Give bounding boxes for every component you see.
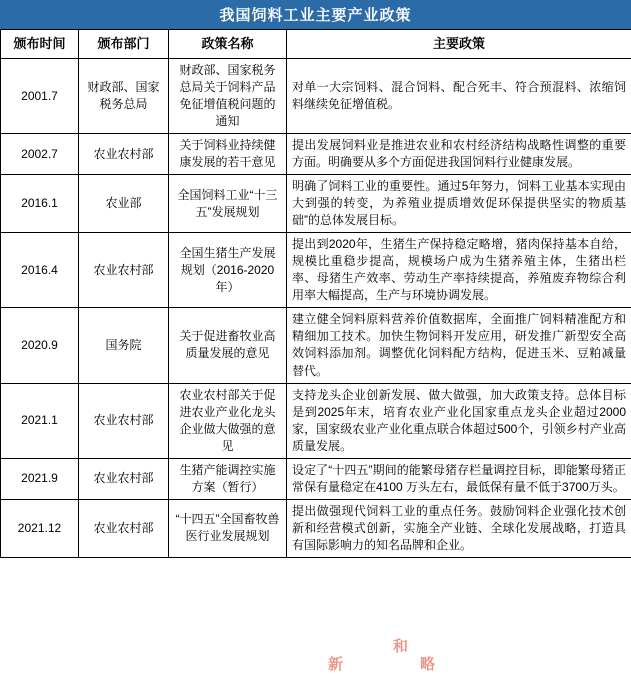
- table-header-row: [1, 30, 631, 59]
- cell-department: 农业农村部: [79, 458, 169, 499]
- table-row: [1, 233, 631, 308]
- cell-main-policy: 提出发展饲料业是推进农业和农村经济结构战略性调整的重要方面。明确要从多个方面促进我国饲料行业健康发展。: [287, 134, 631, 175]
- cell-policy-name: 生猪产能调控实施方案（暂行）: [169, 458, 287, 499]
- table-row: [1, 175, 631, 233]
- column-header-department: 颁布部门: [79, 30, 169, 59]
- cell-department: 农业部: [79, 175, 169, 233]
- table-row: [1, 59, 631, 134]
- column-header-policy-name: 政策名称: [169, 30, 287, 59]
- cell-date: 2021.12: [1, 499, 79, 557]
- watermark-text: 略: [420, 656, 436, 673]
- cell-policy-name: “十四五”全国畜牧兽医行业发展规划: [169, 499, 287, 557]
- cell-date: 2016.1: [1, 175, 79, 233]
- table-row: [1, 308, 631, 383]
- table-row: [1, 134, 631, 175]
- cell-date: 2020.9: [1, 308, 79, 383]
- column-header-date: 颁布时间: [1, 30, 79, 59]
- cell-policy-name: 农业农村部关于促进农业产业化龙头企业做大做强的意见: [169, 383, 287, 458]
- cell-date: 2001.7: [1, 59, 79, 134]
- cell-main-policy: 设定了“十四五”期间的能繁母猪存栏量调控目标，即能繁母猪正常保有量稳定在4100 万头左右，最低保有量不低于3700万头。: [287, 458, 631, 499]
- cell-department: 财政部、国家税务总局: [79, 59, 169, 134]
- cell-main-policy: 提出到2020年，生猪生产保持稳定略增，猪肉保持基本自给，规模比重稳步提高，规模场户成为生猪养殖主体，生猪出栏率、母猪生产效率、劳动生产率持续提高，养殖废弃物综合利用率大幅提高，生产与环境协调发展。: [287, 233, 631, 308]
- cell-policy-name: 全国饲料工业“十三五”发展规划: [169, 175, 287, 233]
- table-row: [1, 458, 631, 499]
- policy-table: [0, 29, 631, 558]
- page-title: 我国饲料工业主要产业政策: [219, 7, 412, 24]
- cell-main-policy: 支持龙头企业创新发展、做大做强，加大政策支持。总体目标是到2025年末，培育农业产业化国家重点龙头企业超过2000家，国家级农业产业化重点联合体超过500个，引领乡村产业高质量发展。: [287, 383, 631, 458]
- cell-department: 农业农村部: [79, 499, 169, 557]
- cell-policy-name: 财政部、国家税务总局关于饲料产品免征增值税问题的通知: [169, 59, 287, 134]
- table-row: [1, 383, 631, 458]
- cell-main-policy: 对单一大宗饲料、混合饲料、配合死丰、符合预混料、浓缩饲料继续免征增值税。: [287, 59, 631, 134]
- cell-department: 农业农村部: [79, 233, 169, 308]
- column-header-main-policy: 主要政策: [287, 30, 631, 59]
- cell-policy-name: 全国生猪生产发展规划（2016-2020年）: [169, 233, 287, 308]
- document-title-bar: [0, 0, 631, 29]
- cell-policy-name: 关于饲料业持续健康发展的若干意见: [169, 134, 287, 175]
- watermark-text: 和: [393, 638, 409, 655]
- cell-date: 2002.7: [1, 134, 79, 175]
- cell-date: 2021.9: [1, 458, 79, 499]
- cell-date: 2021.1: [1, 383, 79, 458]
- cell-department: 国务院: [79, 308, 169, 383]
- cell-main-policy: 提出做强现代饲料工业的重点任务。鼓励饲料企业强化技术创新和经营模式创新，实施全产业链、全球化发展战略，打造具有国际影响力的知名品牌和企业。: [287, 499, 631, 557]
- cell-date: 2016.4: [1, 233, 79, 308]
- watermark-text: 新: [328, 656, 344, 673]
- cell-department: 农业农村部: [79, 134, 169, 175]
- cell-policy-name: 关于促进畜牧业高质量发展的意见: [169, 308, 287, 383]
- cell-main-policy: 明确了饲料工业的重要性。通过5年努力，饲料工业基本实现由大到强的转变，为养殖业提质增效促环保提供坚实的物质基础”的总体发展目标。: [287, 175, 631, 233]
- table-row: [1, 499, 631, 557]
- cell-department: 农业农村部: [79, 383, 169, 458]
- cell-main-policy: 建立健全饲料原料营养价值数据库，全面推广饲料精准配方和精细加工技术。加快生物饲料开发应用，研发推广新型安全高效饲料添加剂。调整优化饲料配方结构，促进玉米、豆粕减量替代。: [287, 308, 631, 383]
